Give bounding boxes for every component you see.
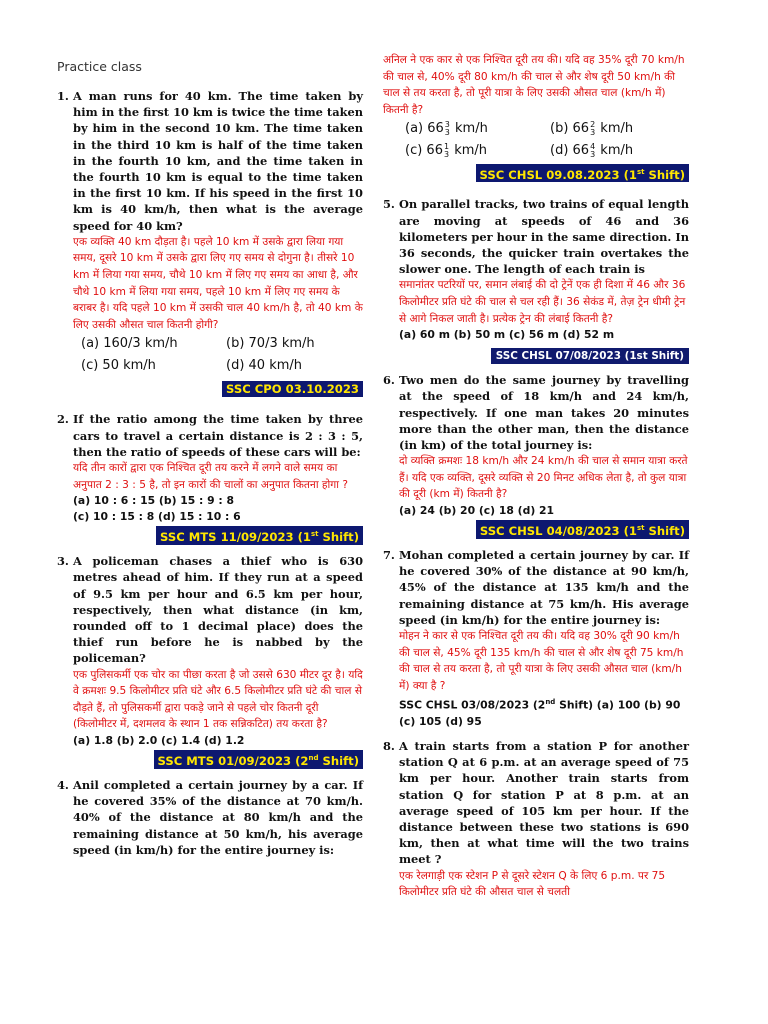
options: (a) 1.8 (b) 2.0 (c) 1.4 (d) 1.2 [73,733,245,747]
question-text-en: On parallel tracks, two trains of equal length are moving at speeds of 46 and 36 kilometers per hour in the same direction. In 36 seconds, the quicker train overtakes the slower one. The length of each train is [399,197,689,277]
question-5 [383,196,689,364]
question-text-hi: एक पुलिसकर्मी एक चोर का पीछा करता है जो उससे 630 मीटर दूर है। यदि वे क्रमशः 9.5 किलोमीटर प्रति घंटे और 6.5 किलोमीटर प्रति घंटे की चाल से दौड़ते हैं, तो पुलिसकर्मी द्वारा पकड़े जाने से पहले चोर कितनी दूरी (किलोमीटर में, दशमलव के स्थान 1 तक सन्निकटित) तय करता है? [73,668,363,731]
question-text-en: Mohan completed a certain journey by car. If he covered 30% of the distance at 90 km/h, 45% of the distance at 135 km/h and the remaining distance at 75 km/h. His average speed (in km/h) for the entire journey is: [399,547,689,627]
options-line-2: (c) 10 : 15 : 8 (d) 15 : 10 : 6 [73,510,241,524]
question-number: 8. [383,738,395,753]
question-4 [57,777,363,858]
exam-source-badge: SSC CHSL 04/08/2023 (1st Shift) [476,520,689,539]
question-text-hi: यदि तीन कारों द्वारा एक निश्चित दूरी तय करने में लगने वाले समय का अनुपात 2 : 3 : 5 है, तो इन कारों की चालों का अनुपात कितना होगा ? [73,462,348,491]
question-7 [383,547,689,730]
options: (a) 24 (b) 20 (c) 18 (d) 21 [399,503,555,517]
question-number: 6. [383,373,395,388]
exam-source-and-options: SSC CHSL 03/08/2023 (2nd Shift) (a) 100 (b) 90 (c) 105 (d) 95 [399,698,681,728]
exam-source-badge: SSC CPO 03.10.2023 [222,381,363,397]
options [405,118,689,162]
exam-source-badge: SSC MTS 11/09/2023 (1st Shift) [156,526,363,545]
question-6 [383,372,689,539]
question-text-hi: एक व्यक्ति 40 km दौड़ता है। पहले 10 km में उसके द्वारा लिया गया समय, दूसरे 10 km में उसके द्वारा लिए गए समय से दोगुना है। तीसरे 10 km में लिया गया समय, चौथे 10 km में लिए गए समय का आधा है, और चौथे 10 km में लिया गया समय, पहले 10 km में लिए गए समय के बराबर है। यदि पहले 10 km में उसकी चाल 40 km/h है, तो 40 km के लिए उसकी औसत चाल कितनी होगी? [73,235,363,331]
options-line-1: (a) 10 : 6 : 15 (b) 15 : 9 : 8 [73,494,234,508]
question-text-en: A man runs for 40 km. The time taken by him in the first 10 km is twice the time taken by him in the second 10 km. The time taken in the third 10 km is half of the time taken in the fourth 10 km, and the time taken in the fourth 10 km is equal to the time taken in the first 10 km. If his speed in the first 10 km is 40 km/h, then what is the average speed for 40 km? [73,89,363,233]
question-text-hi: अनिल ने एक कार से एक निश्चित दूरी तय की। यदि वह 35% दूरी 70 km/h की चाल से, 40% दूरी 80 km/h की चाल से और शेष दूरी 50 km/h की चाल से तय करता है, तो पूरी यात्रा के लिए उसकी औसत चाल (km/h में) कितनी है? [383,54,685,116]
question-number: 2. [57,412,69,427]
question-number: 3. [57,554,69,569]
question-4-continued [383,52,689,182]
option-b: (b) 70/3 km/h [226,336,315,352]
question-text-hi: मोहन ने कार से एक निश्चित दूरी तय की। यदि वह 30% दूरी 90 km/h की चाल से, 45% दूरी 135 km/h की चाल से और शेष दूरी 75 km/h की चाल से तय करता है, तो पूरी यात्रा के लिए उसकी औसत चाल (km/h में) क्या है ? [399,629,684,692]
question-3 [57,553,363,769]
option-b: (b) 66 2 3 km/h [550,119,634,137]
question-number: 5. [383,197,395,212]
right-column [383,52,689,909]
question-2 [57,411,363,545]
question-text-en: A train starts from a station P for another station Q at 6 p.m. at an average speed of 75 km per hour. Another train starts from station Q for station P at 8 p.m. at an average speed of 105 km per hour. If the distance between these two stations is 690 km, then at what time will the two trains meet ? [399,738,689,867]
question-number: 1. [57,89,69,103]
page-title: Practice class [57,59,142,74]
question-text-hi: एक रेलगाड़ी एक स्टेशन P से दूसरे स्टेशन Q के लिए 6 p.m. पर 75 किलोमीटर प्रति घंटे की औसत चाल से चलती [399,869,666,899]
option-c: (c) 66 1 3 km/h [405,141,488,159]
question-number: 4. [57,777,69,792]
option-a: (a) 160/3 km/h [81,336,178,352]
options: (a) 60 m (b) 50 m (c) 56 m (d) 52 m [399,328,615,342]
exam-source-badge: SSC MTS 01/09/2023 (2nd Shift) [154,750,363,769]
options [81,333,363,377]
exam-source-badge: SSC CHSL 09.08.2023 (1st Shift) [476,164,689,183]
question-text-en: If the ratio among the time taken by three cars to travel a certain distance is 2 : 3 : 5, then the ratio of speeds of these cars will be: [73,412,363,459]
question-text-en: Anil completed a certain journey by a car. If he covered 35% of the distance at 70 km/h. 40% of the distance at 80 km/h and the remaining distance at 50 km/h, his average speed (in km/h) for the entire journey is: [73,777,363,857]
question-text-en: Two men do the same journey by travelling at the speed of 18 km/h and 24 km/h, respectively. If one man takes 20 minutes more than the other man, then the distance (in km) of the total journey is: [399,373,689,452]
question-1 [57,88,363,397]
exam-source-badge: SSC CHSL 07/08/2023 (1st Shift) [491,348,689,364]
question-text-hi: समानांतर पटरियों पर, समान लंबाई की दो ट्रेनें एक ही दिशा में 46 और 36 किलोमीटर प्रति घंटे की चाल से चल रही हैं। 36 सेकंड में, तेज़ ट्रेन धीमी ट्रेन से आगे निकल जाती है। प्रत्येक ट्रेन की लंबाई कितनी है? [399,279,686,325]
question-8 [383,738,689,901]
option-a: (a) 66 3 3 km/h [405,119,488,137]
option-d: (d) 40 km/h [226,358,303,374]
question-number: 7. [383,547,395,562]
question-text-hi: दो व्यक्ति क्रमशः 18 km/h और 24 km/h की चाल से समान यात्रा करते हैं। यदि एक व्यक्ति, दूसरे व्यक्ति से 20 मिनट अधिक लेता है, तो कुल यात्रा की दूरी (km में) कितनी है? [399,455,688,501]
left-column [57,88,363,866]
option-c: (c) 50 km/h [81,358,156,374]
question-text-en: A policeman chases a thief who is 630 metres ahead of him. If they run at a speed of 9.5 km per hour and 6.5 km per hour, respectively, then what distance (in km, rounded off to 1 decimal place) does the thief run before he is nabbed by the policeman? [73,554,363,666]
option-d: (d) 66 4 3 km/h [550,141,634,159]
